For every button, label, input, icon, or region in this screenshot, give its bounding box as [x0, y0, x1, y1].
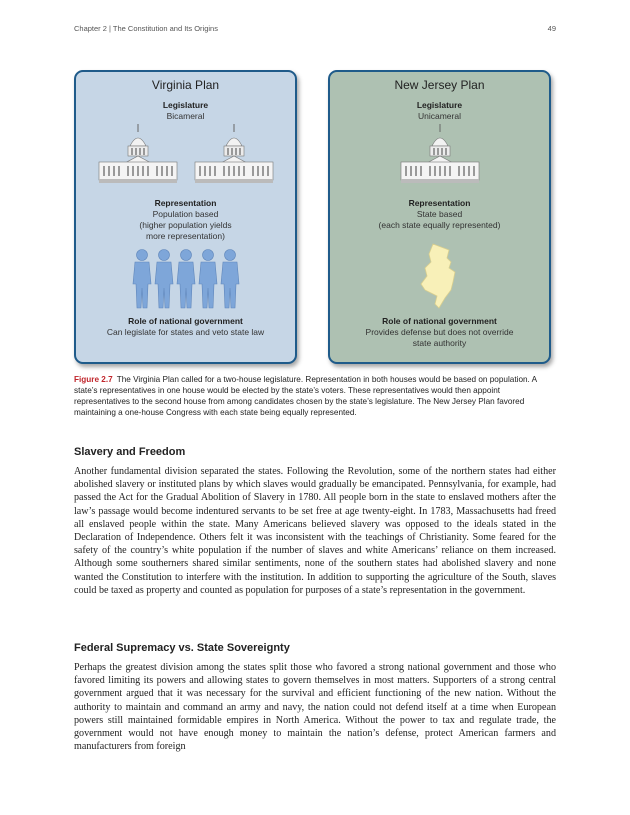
virginia-role-heading: Role of national government — [128, 316, 243, 326]
new-jersey-role-line: state authority — [412, 338, 467, 348]
new-jersey-legislature-block — [334, 100, 545, 122]
figure-label: Figure 2.7 — [74, 375, 113, 384]
page-number: 49 — [547, 24, 556, 33]
virginia-legislature-value: Bicameral — [166, 111, 205, 121]
person-icon — [176, 248, 196, 310]
virginia-plan-panel — [74, 70, 297, 364]
new-jersey-map-icon — [330, 242, 549, 312]
capitol-building-icon — [193, 124, 275, 184]
new-jersey-representation-heading: Representation — [408, 198, 471, 208]
virginia-representation-block — [80, 198, 291, 242]
virginia-representation-line: Population based — [152, 209, 219, 219]
virginia-legislature-heading: Legislature — [162, 100, 209, 110]
capitol-building-icon — [97, 124, 179, 184]
new-jersey-legislature-value: Unicameral — [418, 111, 461, 121]
figure-caption — [74, 374, 556, 418]
virginia-representation-line: more representation) — [146, 231, 225, 241]
section-heading-federal-supremacy: Federal Supremacy vs. State Sovereignty — [74, 642, 290, 654]
section-paragraph-slavery: Another fundamental division separated the states. Following the Revolution, some of the northern states had either abolished slavery or instituted plans by which slaves would gradually be emancipated. Pennsylvania, for example, had passed the Act for the Gradual Abolition of Slavery in 1780. All people born in the state to enslaved mothers after the law’s passage would become indentured servants to be set free at age twenty-eight. In 1783, Massachusetts had freed all enslaved people within the state. Many Americans believed slavery was opposed to the ideals stated in the Declaration of Independence. Others felt it was inconsistent with the teachings of Christianity. Some feared for the safety of the country’s white population if the number of slaves and white Americans’ reliance on them increased. Although some southerners shared similar sentiments, none of the southern states had abolished slavery and none wanted the Constitution to interfere with the institution. In addition to supporting the agriculture of the South, slaves could be taxed as property and counted as population for purposes of a state’s representation in the government. — [74, 466, 556, 596]
new-jersey-plan-title: New Jersey Plan — [394, 78, 485, 92]
new-jersey-role-line: Provides defense but does not override — [365, 327, 514, 337]
virginia-plan-title: Virginia Plan — [151, 78, 220, 92]
virginia-role-block — [80, 316, 291, 338]
person-icon — [154, 248, 174, 310]
new-jersey-state-shape — [415, 242, 465, 312]
person-icon — [132, 248, 152, 310]
new-jersey-representation-line: (each state equally represented) — [378, 220, 501, 230]
virginia-representation-heading: Representation — [154, 198, 217, 208]
figure-caption-text: The Virginia Plan called for a two-house legislature. Representation in both houses would be based on population. A state’s representatives in one house would be elected by the state’s voters. These representatives would then appoint representatives to the second house from among candidates chosen by the state’s legislature. The New Jersey Plan favored maintaining a one-house Congress with each state being equally represented. — [74, 375, 537, 417]
section-heading-slavery: Slavery and Freedom — [74, 446, 186, 458]
new-jersey-plan-panel — [328, 70, 551, 364]
virginia-role-line: Can legislate for states and veto state law — [106, 327, 265, 337]
population-people-icons — [76, 248, 295, 310]
new-jersey-representation-line: State based — [416, 209, 463, 219]
chapter-label: Chapter 2 | The Constitution and Its Origins — [74, 24, 218, 33]
capitol-building-icon — [399, 124, 481, 184]
person-icon — [198, 248, 218, 310]
new-jersey-role-block — [334, 316, 545, 349]
new-jersey-capitol-icons — [330, 124, 549, 184]
new-jersey-representation-block — [334, 198, 545, 231]
virginia-legislature-block — [80, 100, 291, 122]
person-icon — [220, 248, 240, 310]
virginia-capitol-icons — [76, 124, 295, 184]
new-jersey-legislature-heading: Legislature — [416, 100, 463, 110]
new-jersey-role-heading: Role of national government — [382, 316, 497, 326]
virginia-representation-line: (higher population yields — [139, 220, 232, 230]
section-paragraph-federal-supremacy: Perhaps the greatest division among the states split those who favored a strong national government and those who favored limiting its powers and allowing states to govern themselves in most matters. Supporters of a strong central government argued that it was necessary for the survival and efficient functioning of the new nation. Without the authority to maintain and command an army and navy, the nation could not defend itself at a time when European powers still maintained formidable empires in North America. Without the power to tax and regulate trade, the government would not have enough money to maintain the nation’s defense, protect American farmers and manufacturers from foreign — [74, 662, 556, 753]
